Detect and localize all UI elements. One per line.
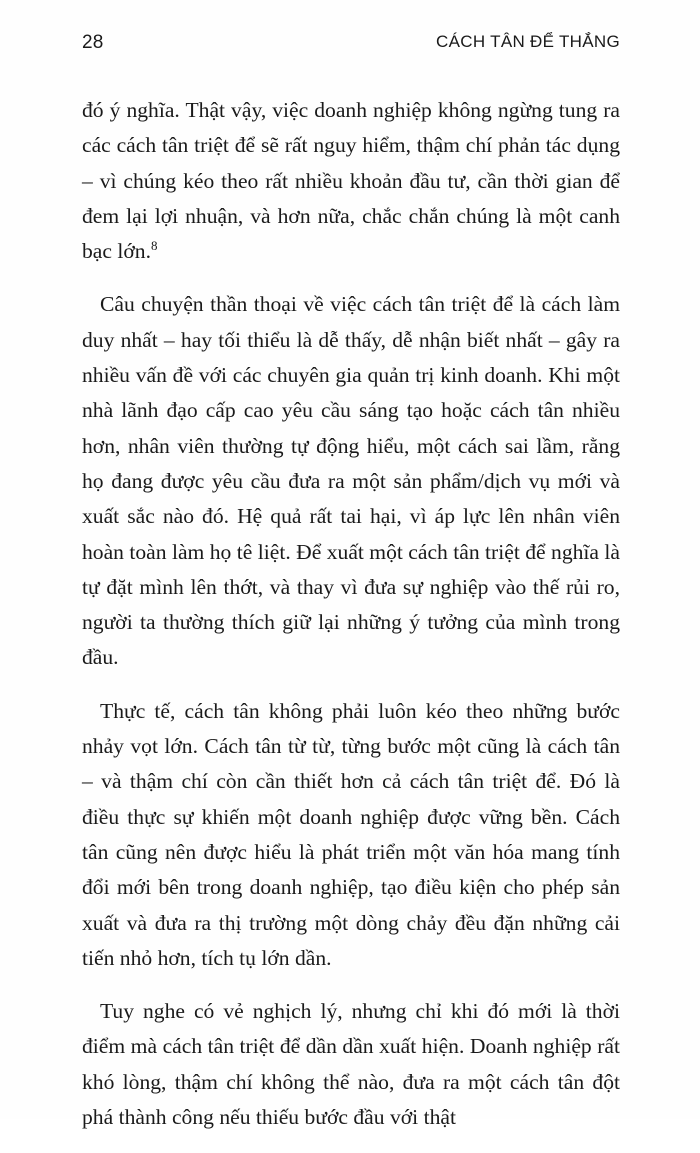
paragraph-1 bbox=[82, 93, 620, 269]
footnote-reference: 8 bbox=[150, 238, 158, 254]
paragraph-3: Thực tế, cách tân không phải luôn kéo theo những bước nhảy vọt lớn. Cách tân từ từ, từng bước một cũng là cách tân – và thậm chí còn cần thiết hơn cả cách tân triệt để. Đó là điều thực sự khiến một doanh nghiệp được vững bền. Cách tân cũng nên được hiểu là phát triển một văn hóa mang tính đổi mới bên trong doanh nghiệp, tạo điều kiện cho phép sản xuất và đưa ra thị trường một dòng chảy đều đặn những cải tiến nhỏ hơn, tích tụ lớn dần. bbox=[82, 698, 620, 970]
running-header bbox=[82, 32, 620, 62]
paragraph-1-text: đó ý nghĩa. Thật vậy, việc doanh nghiệp không ngừng tung ra các cách tân triệt để sẽ rất nguy hiểm, thậm chí phản tác dụng – vì chúng kéo theo rất nhiều khoản đầu tư, cần thời gian để đem lại lợi nhuận, và hơn nữa, chắc chắn chúng là một canh bạc lớn. bbox=[82, 98, 620, 264]
body-text bbox=[82, 93, 620, 1153]
paragraph-2: Câu chuyện thần thoại về việc cách tân triệt để là cách làm duy nhất – hay tối thiểu là dễ thấy, dễ nhận biết nhất – gây ra nhiều vấn đề với các chuyên gia quản trị kinh doanh. Khi một nhà lãnh đạo cấp cao yêu cầu sáng tạo hoặc cách tân nhiều hơn, nhân viên thường tự động hiểu, một cách sai lầm, rằng họ đang được yêu cầu đưa ra một sản phẩm/dịch vụ mới và xuất sắc nào đó. Hệ quả rất tai hại, vì áp lực lên nhân viên hoàn toàn làm họ tê liệt. Để xuất một cách tân triệt để nghĩa là tự đặt mình lên thớt, và thay vì đưa sự nghiệp vào thế rủi ro, người ta thường thích giữ lại những ý tưởng của mình trong đầu. bbox=[82, 292, 620, 670]
page-number: 28 bbox=[82, 32, 104, 53]
book-title: CÁCH TÂN ĐỂ THẮNG bbox=[436, 32, 620, 51]
paragraph-4: Tuy nghe có vẻ nghịch lý, nhưng chỉ khi đó mới là thời điểm mà cách tân triệt để dần dần xuất hiện. Doanh nghiệp rất khó lòng, thậm chí không thể nào, đưa ra một cách tân đột phá thành công nếu thiếu bước đầu với thật bbox=[82, 999, 620, 1130]
